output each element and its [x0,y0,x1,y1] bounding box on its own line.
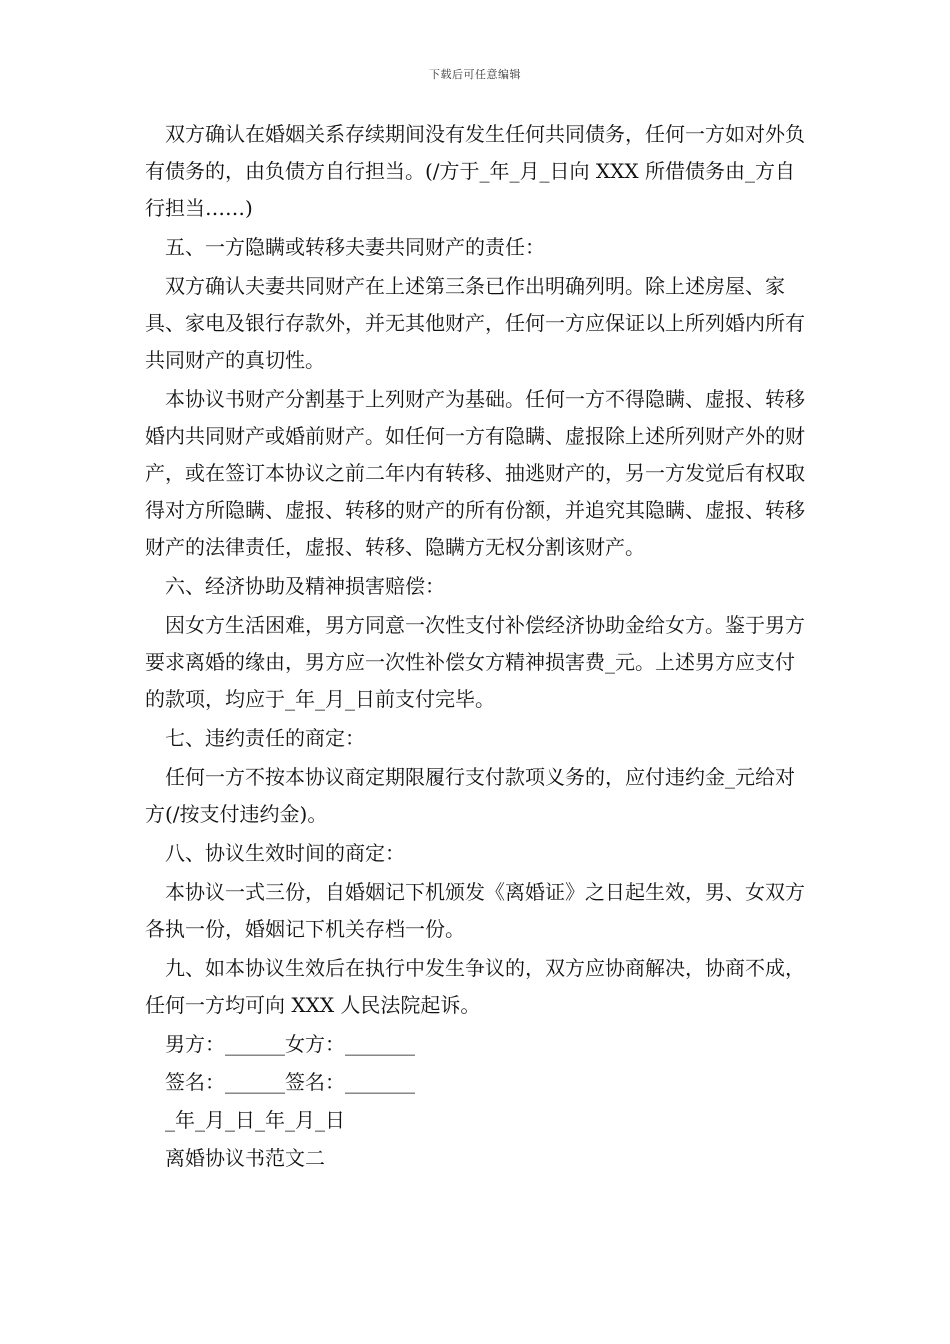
signature-date-line: _年_月_日_年_月_日 [165,1108,345,1132]
section-heading-5: 五、一方隐瞒或转移夫妻共同财产的责任： [165,235,545,259]
page-header: 下载后可任意编辑 [429,68,521,81]
signature-parties-line: 男方：______女方：_______ [165,1032,415,1056]
section-heading-6: 六、经济协助及精神损害赔偿： [165,574,445,598]
section-heading-7: 七、违约责任的商定： [165,726,365,750]
section-heading-8: 八、协议生效时间的商定： [165,841,405,865]
paragraph-debt: 双方确认在婚姻关系存续期间没有发生任何共同债务，任何一方如对外负有债务的，由负债方自行担当。(/方于_年_月_日向 XXX 所借债务由_方自行担当……) [145,122,805,220]
paragraph-property-division: 本协议书财产分割基于上列财产为基础。任何一方不得隐瞒、虚报、转移婚内共同财产或婚前财产。如任何一方有隐瞒、虚报除上述所列财产外的财产，或在签订本协议之前二年内有转移、抽逃财产的，另一方发觉后有权取得对方所隐瞒、虚报、转移的财产的所有份额，并追究其隐瞒、虚报、转移财产的法律责任，虚报、转移、隐瞒方无权分割该财产。 [145,387,805,559]
paragraph-compensation: 因女方生活困难，男方同意一次性支付补偿经济协助金给女方。鉴于男方要求离婚的缘由，男方应一次性补偿女方精神损害费_元。上述男方应支付的款项，均应于_年_月_日前支付完毕。 [145,613,805,711]
document-body [145,116,813,1178]
paragraph-effective: 本协议一式三份，自婚姻记下机颁发《离婚证》之日起生效，男、女双方各执一份，婚姻记下机关存档一份。 [145,880,805,941]
paragraph-property-confirm: 双方确认夫妻共同财产在上述第三条已作出明确列明。除上述房屋、家具、家电及银行存款外，并无其他财产，任何一方应保证以上所列婚内所有共同财产的真切性。 [145,274,805,372]
next-document-title: 离婚协议书范文二 [165,1146,325,1170]
paragraph-dispute: 九、如本协议生效后在执行中发生争议的，双方应协商解决，协商不成，任何一方均可向 XXX 人民法院起诉。 [145,956,805,1017]
signature-names-line: 签名：______签名：_______ [165,1070,415,1094]
paragraph-breach: 任何一方不按本协议商定期限履行支付款项义务的，应付违约金_元给对方(/按支付违约金)。 [145,765,795,826]
